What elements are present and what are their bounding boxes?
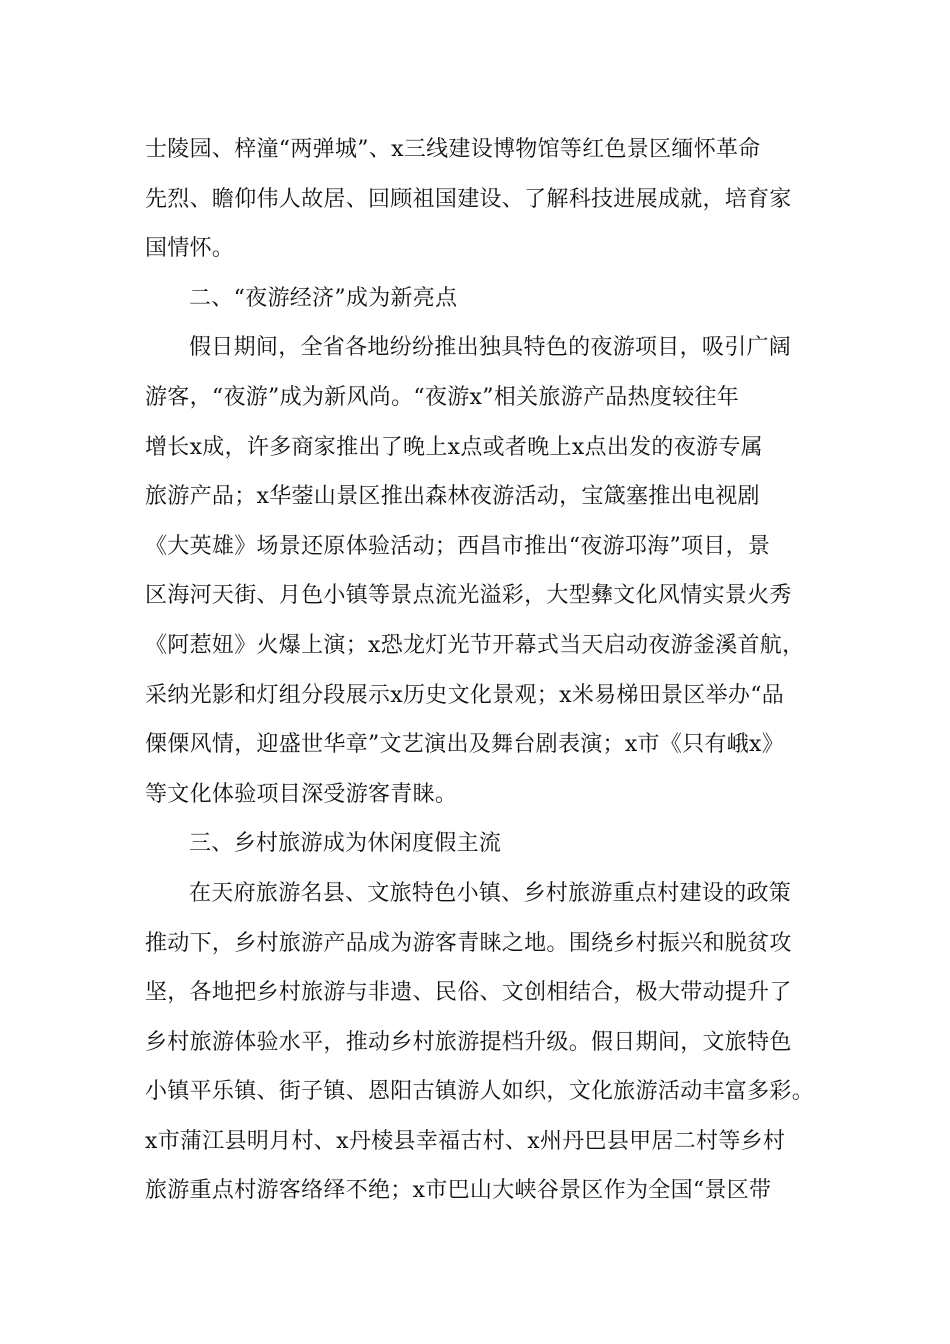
paragraph-start-line: 在天府旅游名县、文旅特色小镇、乡村旅游重点村建设的政策 [189,880,792,906]
text-line: 《大英雄》场景还原体验活动；西昌市推出“夜游邛海”项目，景 [145,533,771,559]
section-heading: 二、“夜游经济”成为新亮点 [189,285,458,311]
text-line: 增长x成，许多商家推出了晚上x点或者晚上x点出发的夜游专属 [145,434,763,460]
text-line: 旅游重点村游客络绎不绝；x市巴山大峡谷景区作为全国“景区带 [145,1178,772,1204]
text-line: 等文化体验项目深受游客青睐。 [145,781,458,807]
text-line: 国情怀。 [145,236,235,262]
text-line: 傈傈风情，迎盛世华章”文艺演出及舞台剧表演；x市《只有峨x》 [145,732,785,758]
text-line: 旅游产品；x华蓥山景区推出森林夜游活动，宝箴塞推出电视剧 [145,484,760,510]
text-line: 《阿惹妞》火爆上演；x恐龙灯光节开幕式当天启动夜游釜溪首航， [145,632,805,658]
text-line: 坚，各地把乡村旅游与非遗、民俗、文创相结合，极大带动提升了 [145,980,792,1006]
text-line: 乡村旅游体验水平，推动乡村旅游提档升级。假日期间，文旅特色 [145,1029,792,1055]
document-body [145,125,825,1216]
text-line: 游客，“夜游”成为新风尚。“夜游x”相关旅游产品热度较往年 [145,384,740,410]
text-line: x市蒲江县明月村、x丹棱县幸福古村、x州丹巴县甲居二村等乡村 [145,1128,786,1154]
text-line: 小镇平乐镇、街子镇、恩阳古镇游人如织，文化旅游活动丰富多彩。 [145,1079,815,1105]
paragraph-start-line: 假日期间，全省各地纷纷推出独具特色的夜游项目，吸引广阔 [189,335,792,361]
text-line: 区海河天街、月色小镇等景点流光溢彩，大型彝文化风情实景火秀 [145,583,792,609]
text-line: 士陵园、梓潼“两弹城”、x三线建设博物馆等红色景区缅怀革命 [145,137,761,162]
text-line: 采纳光影和灯组分段展示x历史文化景观；x米易梯田景区举办“品 [145,682,785,708]
text-line: 推动下，乡村旅游产品成为游客青睐之地。围绕乡村振兴和脱贫攻 [145,930,792,956]
section-heading: 三、乡村旅游成为休闲度假主流 [189,831,502,857]
text-line: 先烈、瞻仰伟人故居、回顾祖国建设、了解科技进展成就，培育家 [145,186,792,212]
